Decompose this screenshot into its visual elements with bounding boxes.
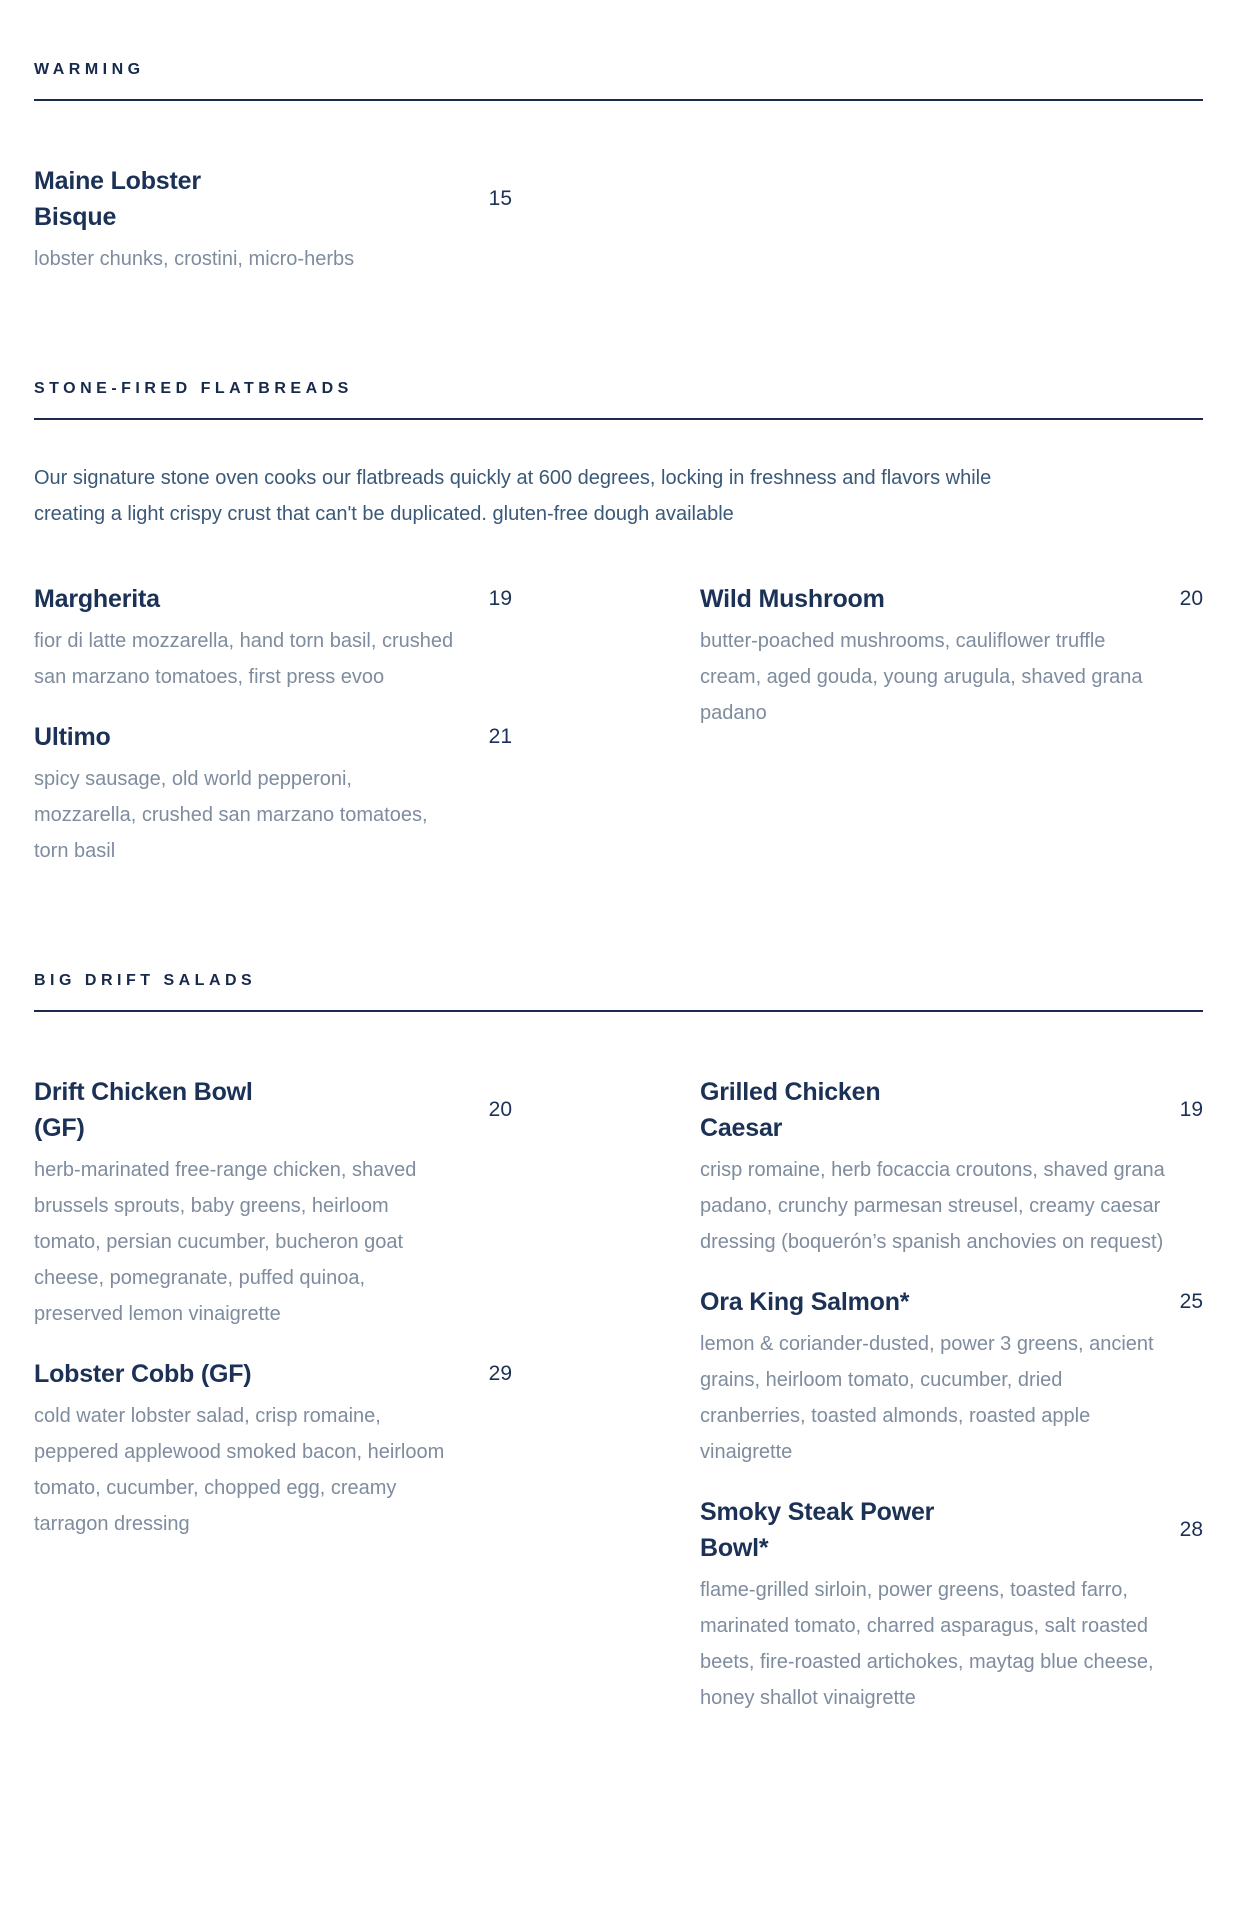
item-name: Smoky Steak Power Bowl* (700, 1498, 935, 1562)
item-name: Wild Mushroom (700, 585, 885, 613)
item-price: 19 (488, 587, 512, 610)
section-intro: Our signature stone oven cooks our flatbreads quickly at 600 degrees, locking in freshness and flavors while creating a light crispy crust that can't be duplicated. gluten-free dough available (34, 467, 992, 525)
menu-item (700, 1074, 1203, 1260)
item-description: spicy sausage, old world pepperoni, mozzarella, crushed san marzano tomatoes, torn basil (34, 768, 428, 862)
column-left (34, 163, 512, 277)
item-name: Margherita (34, 585, 160, 613)
item-price: 15 (488, 187, 512, 210)
item-price: 28 (1179, 1518, 1203, 1541)
item-head (700, 1284, 1203, 1320)
section-title: BIG DRIFT SALADS (34, 972, 257, 989)
item-name: Drift Chicken Bowl (GF) (34, 1078, 253, 1142)
column-left (34, 581, 512, 869)
item-price: 21 (488, 725, 512, 748)
column-right (700, 581, 1203, 869)
column-right (700, 163, 1203, 277)
item-description: lemon & coriander-dusted, power 3 greens, ancient grains, heirloom tomato, cucumber, dried cranberries, toasted almonds, roasted apple vinaigrette (700, 1333, 1154, 1463)
item-description: herb-marinated free-range chicken, shaved brussels sprouts, baby greens, heirloom tomato, persian cucumber, bucheron goat cheese, pomegranate, puffed quinoa, preserved lemon vinaigrette (34, 1159, 417, 1325)
section-title: WARMING (34, 61, 145, 78)
item-head (700, 1494, 1203, 1566)
menu-item (34, 163, 512, 277)
item-name: Maine Lobster Bisque (34, 167, 201, 231)
item-price: 20 (1179, 587, 1203, 610)
item-description: lobster chunks, crostini, micro-herbs (34, 248, 355, 270)
menu-item (700, 1494, 1203, 1716)
item-description: butter-poached mushrooms, cauliflower truffle cream, aged gouda, young arugula, shaved grana padano (700, 630, 1143, 724)
item-name: Ora King Salmon* (700, 1288, 910, 1316)
section-warming (34, 58, 1203, 277)
menu-item (700, 581, 1203, 731)
item-description: crisp romaine, herb focaccia croutons, shaved grana padano, crunchy parmesan streusel, creamy caesar dressing (boquerón’s spanish anchovies on request) (700, 1159, 1165, 1253)
section-rule (34, 1010, 1203, 1012)
section-rule (34, 418, 1203, 420)
item-price: 25 (1179, 1290, 1203, 1313)
item-name: Lobster Cobb (GF) (34, 1360, 252, 1388)
item-description: cold water lobster salad, crisp romaine, peppered applewood smoked bacon, heirloom tomato, cucumber, chopped egg, creamy tarragon dressing (34, 1405, 445, 1535)
item-head (700, 581, 1203, 617)
item-description: fior di latte mozzarella, hand torn basil, crushed san marzano tomatoes, first press evoo (34, 630, 454, 688)
item-head (34, 581, 512, 617)
section-rule (34, 99, 1203, 101)
menu-item (34, 581, 512, 695)
item-head (34, 719, 512, 755)
section-title: STONE-FIRED FLATBREADS (34, 380, 353, 397)
menu-item (34, 1356, 512, 1542)
item-head (34, 1356, 512, 1392)
item-name: Grilled Chicken Caesar (700, 1078, 881, 1142)
menu-item (34, 1074, 512, 1332)
item-head (34, 1074, 512, 1146)
item-description: flame-grilled sirloin, power greens, toasted farro, marinated tomato, charred asparagus, salt roasted beets, fire-roasted artichokes, maytag blue cheese, honey shallot vinaigrette (700, 1579, 1154, 1709)
section-salads (34, 969, 1203, 1716)
menu-item (700, 1284, 1203, 1470)
column-left (34, 1074, 512, 1716)
item-price: 19 (1179, 1098, 1203, 1121)
item-head (34, 163, 512, 235)
column-right (700, 1074, 1203, 1716)
section-items-grid (34, 581, 1203, 869)
section-items-grid (34, 163, 1203, 277)
item-name: Ultimo (34, 723, 111, 751)
item-price: 29 (488, 1362, 512, 1385)
section-items-grid (34, 1074, 1203, 1716)
menu-item (34, 719, 512, 869)
section-flatbreads (34, 377, 1203, 869)
item-price: 20 (488, 1098, 512, 1121)
item-head (700, 1074, 1203, 1146)
